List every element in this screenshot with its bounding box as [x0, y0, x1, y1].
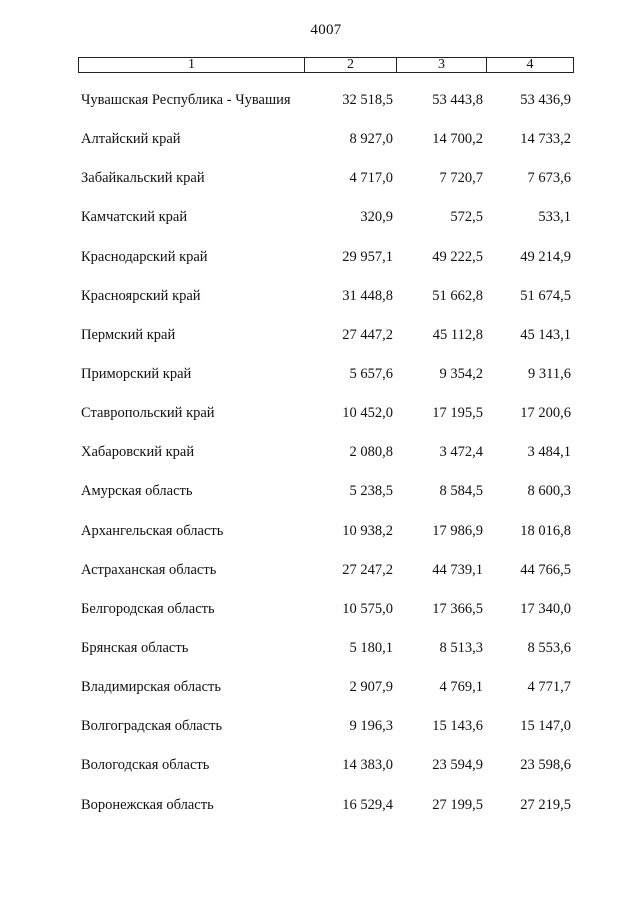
region-name: Владимирская область [81, 679, 221, 696]
value-col-3: 49 222,5 [432, 248, 483, 265]
header-cell-2: 2 [304, 58, 396, 72]
table-row [0, 207, 640, 246]
value-col-3: 4 769,1 [439, 679, 483, 696]
value-col-4: 51 674,5 [520, 287, 571, 304]
value-col-4: 14 733,2 [520, 131, 571, 148]
value-col-2: 5 238,5 [349, 483, 393, 500]
table-row [0, 403, 640, 442]
value-col-4: 8 600,3 [527, 483, 571, 500]
value-col-4: 9 311,6 [528, 365, 571, 382]
table-row [0, 755, 640, 794]
value-col-4: 27 219,5 [520, 796, 571, 813]
region-name: Камчатский край [81, 209, 188, 226]
table-row [0, 795, 640, 834]
value-col-4: 23 598,6 [520, 757, 571, 774]
value-col-3: 27 199,5 [432, 796, 483, 813]
value-col-2: 29 957,1 [342, 248, 393, 265]
region-name: Брянская область [81, 639, 189, 656]
value-col-2: 2 907,9 [349, 679, 393, 696]
region-name: Красноярский край [81, 287, 201, 304]
value-col-4: 44 766,5 [520, 561, 571, 578]
table-row [0, 599, 640, 638]
value-col-4: 18 016,8 [520, 522, 571, 539]
value-col-3: 17 366,5 [432, 600, 483, 617]
table-row [0, 677, 640, 716]
page-number: 4007 [310, 22, 342, 38]
value-col-3: 44 739,1 [432, 561, 483, 578]
region-name: Хабаровский край [81, 444, 195, 461]
region-name: Воронежская область [81, 796, 214, 813]
value-col-2: 32 518,5 [342, 92, 393, 108]
value-col-2: 10 452,0 [342, 405, 393, 422]
table-row [0, 129, 640, 168]
value-col-4: 3 484,1 [527, 444, 571, 461]
value-col-3: 8 513,3 [439, 639, 483, 656]
region-name: Краснодарский край [81, 248, 208, 265]
value-col-3: 17 986,9 [432, 522, 483, 539]
header-cell-3: 3 [396, 58, 486, 72]
region-name: Астраханская область [81, 561, 217, 578]
table-row [0, 286, 640, 325]
table-row [0, 560, 640, 599]
value-col-4: 15 147,0 [520, 718, 571, 735]
value-col-2: 10 575,0 [342, 600, 393, 617]
value-col-3: 9 354,2 [439, 365, 483, 382]
table-row [0, 481, 640, 520]
table-row [0, 716, 640, 755]
header-cell-4: 4 [486, 58, 573, 72]
value-col-3: 8 584,5 [439, 483, 483, 500]
value-col-3: 7 720,7 [439, 170, 483, 187]
value-col-3: 51 662,8 [432, 287, 483, 304]
value-col-4: 45 143,1 [520, 326, 571, 343]
value-col-3: 45 112,8 [432, 326, 483, 343]
table-row [0, 521, 640, 560]
value-col-2: 5 657,6 [349, 365, 393, 382]
region-name: Вологодская область [81, 757, 210, 774]
table-body [0, 90, 640, 834]
region-name: Архангельская область [81, 522, 224, 539]
value-col-2: 8 927,0 [349, 131, 393, 148]
value-col-3: 572,5 [450, 209, 483, 226]
value-col-2: 27 247,2 [342, 561, 393, 578]
value-col-3: 15 143,6 [432, 718, 483, 735]
table-header [78, 57, 574, 73]
value-col-3: 3 472,4 [439, 444, 483, 461]
table-row [0, 168, 640, 207]
value-col-4: 533,1 [538, 209, 571, 226]
value-col-4: 17 200,6 [520, 405, 571, 422]
value-col-4: 17 340,0 [520, 600, 571, 617]
value-col-4: 4 771,7 [527, 679, 571, 696]
value-col-4: 7 673,6 [527, 170, 571, 187]
value-col-2: 14 383,0 [342, 757, 393, 774]
value-col-3: 23 594,9 [432, 757, 483, 774]
value-col-2: 27 447,2 [342, 326, 393, 343]
table-row [0, 325, 640, 364]
table-row [0, 247, 640, 286]
value-col-4: 53 436,9 [520, 92, 571, 108]
table-row [0, 442, 640, 481]
value-col-2: 31 448,8 [342, 287, 393, 304]
region-name: Волгоградская область [81, 718, 223, 735]
value-col-2: 9 196,3 [349, 718, 393, 735]
value-col-2: 2 080,8 [349, 444, 393, 461]
value-col-3: 17 195,5 [432, 405, 483, 422]
region-name: Чувашская Республика - Чувашия [81, 92, 291, 108]
table-row [0, 638, 640, 677]
region-name: Приморский край [81, 365, 192, 382]
region-name: Забайкальский край [81, 170, 205, 187]
value-col-2: 10 938,2 [342, 522, 393, 539]
header-cell-1: 1 [188, 57, 195, 72]
region-name: Белгородская область [81, 600, 215, 617]
region-name: Пермский край [81, 326, 176, 343]
region-name: Алтайский край [81, 131, 181, 148]
value-col-2: 16 529,4 [342, 796, 393, 813]
value-col-2: 5 180,1 [349, 639, 393, 656]
region-name: Ставропольский край [81, 405, 215, 422]
value-col-2: 4 717,0 [349, 170, 393, 187]
region-name: Амурская область [81, 483, 193, 500]
value-col-3: 53 443,8 [432, 92, 483, 108]
value-col-2: 320,9 [360, 209, 393, 226]
value-col-3: 14 700,2 [432, 131, 483, 148]
value-col-4: 49 214,9 [520, 248, 571, 265]
table-row [0, 90, 640, 129]
table-row [0, 364, 640, 403]
value-col-4: 8 553,6 [527, 639, 571, 656]
